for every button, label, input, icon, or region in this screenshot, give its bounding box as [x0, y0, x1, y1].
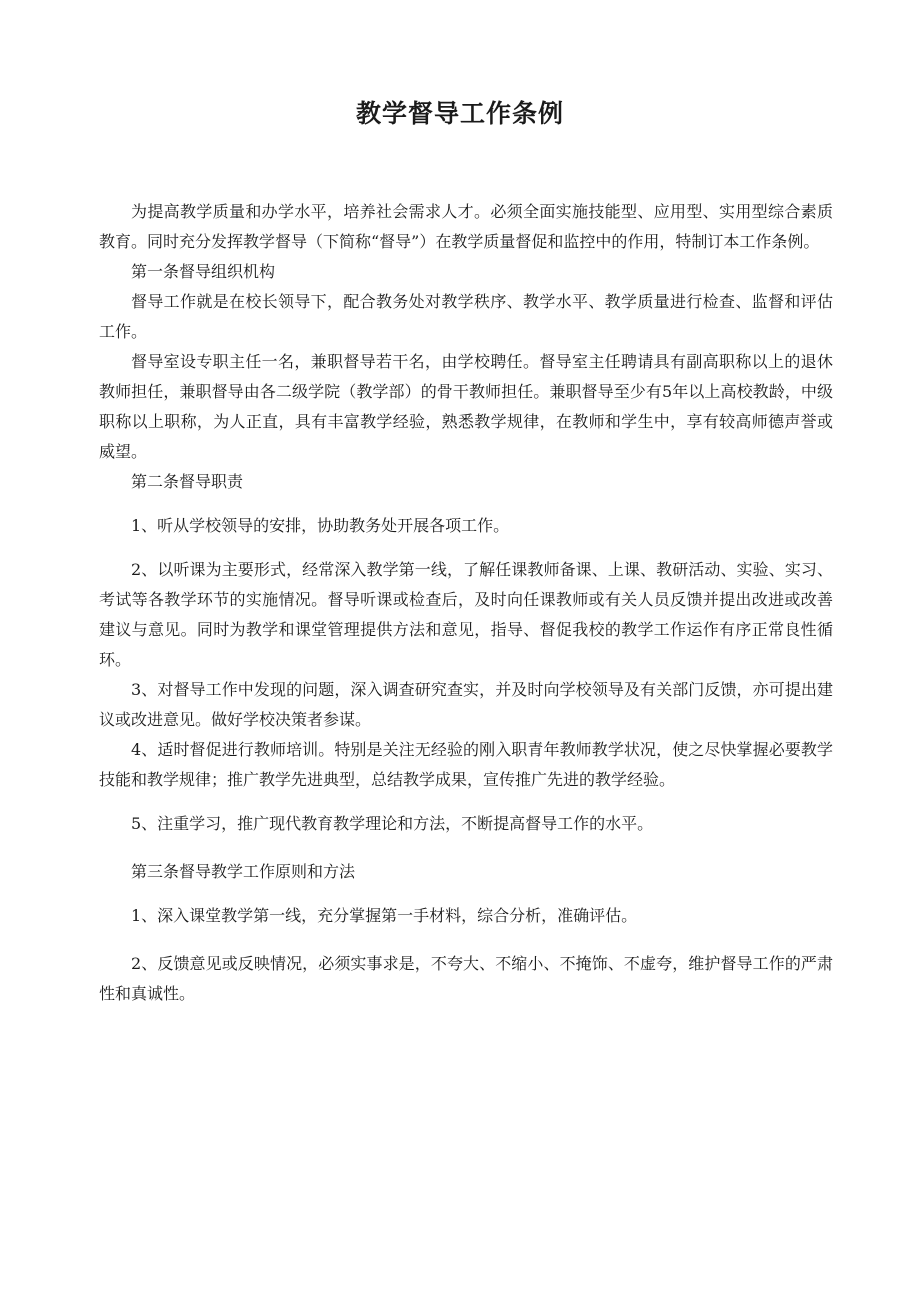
document-title: 教学督导工作条例 [355, 99, 564, 128]
article-1-heading: 第一条督导组织机构 [131, 262, 276, 281]
article-2-item: 1、听从学校领导的安排，协助教务处开展各项工作。 [131, 516, 510, 535]
article-3-item: 1、深入课堂教学第一线，充分掌握第一手材料，综合分析，准确评估。 [131, 906, 638, 925]
article-2-item: 5、注重学习，推广现代教育教学理论和方法，不断提高督导工作的水平。 [131, 814, 654, 833]
article-2-item: 3、对督导工作中发现的问题，深入调查研究查实，并及时向学校领导及有关部门反馈，亦可提出建议或改进意见。做好学校决策者参谋。 [99, 680, 833, 729]
article-2-heading: 第二条督导职责 [131, 472, 244, 491]
article-3-item: 2、反馈意见或反映情况，必须实事求是，不夸大、不缩小、不掩饰、不虚夸，维护督导工作的严肃性和真诚性。 [99, 954, 833, 1003]
article-1-paragraph: 督导室设专职主任一名，兼职督导若干名，由学校聘任。督导室主任聘请具有副高职称以上的退休教师担任，兼职督导由各二级学院（教学部）的骨干教师担任。兼职督导至少有5年以上高校教龄，中级职称以上职称，为人正直，具有丰富教学经验，熟悉教学规律，在教师和学生中，享有较高师德声誉或威望。 [99, 352, 833, 461]
article-3-heading: 第三条督导教学工作原则和方法 [131, 862, 356, 881]
article-2-item: 4、适时督促进行教师培训。特别是关注无经验的刚入职青年教师教学状况，使之尽快掌握必要教学技能和教学规律；推广教学先进典型，总结教学成果，宣传推广先进的教学经验。 [99, 740, 833, 789]
intro-paragraph: 为提高教学质量和办学水平，培养社会需求人才。必须全面实施技能型、应用型、实用型综合素质教育。同时充分发挥教学督导（下简称“督导”）在教学质量督促和监控中的作用，特制订本工作条例。 [99, 202, 833, 251]
document-body [99, 197, 833, 1009]
article-1-paragraph: 督导工作就是在校长领导下，配合教务处对教学秩序、教学水平、教学质量进行检查、监督和评估工作。 [99, 292, 833, 341]
article-2-item: 2、以听课为主要形式，经常深入教学第一线，了解任课教师备课、上课、教研活动、实验、实习、考试等各教学环节的实施情况。督导听课或检查后，及时向任课教师或有关人员反馈并提出改进或改善建议与意见。同时为教学和课堂管理提供方法和意见，指导、督促我校的教学工作运作有序正常良性循环。 [99, 560, 833, 669]
